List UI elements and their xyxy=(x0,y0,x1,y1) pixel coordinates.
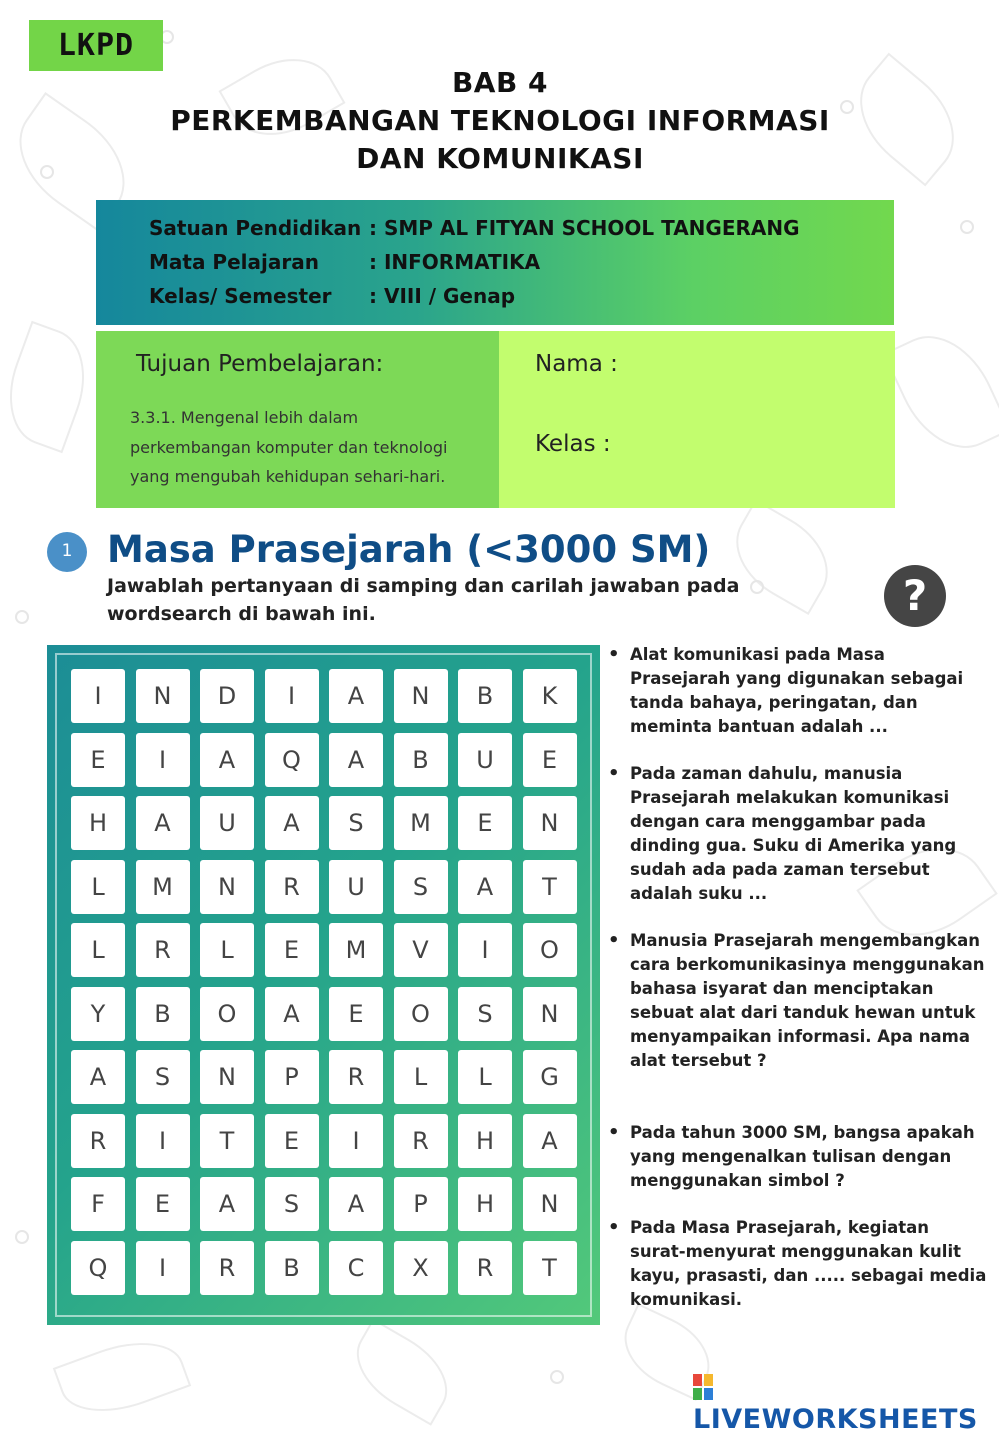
wordsearch-grid xyxy=(47,645,600,1325)
section-instruction: Jawablah pertanyaan di samping dan carilah jawaban pada wordsearch di bawah ini. xyxy=(107,575,740,625)
wordsearch-cell[interactable]: A xyxy=(265,987,319,1041)
wordsearch-cell[interactable]: N xyxy=(523,987,577,1041)
wordsearch-cell[interactable]: S xyxy=(394,860,448,914)
wordsearch-cell[interactable]: I xyxy=(458,923,512,977)
wordsearch-cell[interactable]: H xyxy=(458,1177,512,1231)
wordsearch-cell[interactable]: A xyxy=(329,669,383,723)
wordsearch-cell[interactable]: N xyxy=(136,669,190,723)
wordsearch-cell[interactable]: O xyxy=(523,923,577,977)
wordsearch-cell[interactable]: B xyxy=(265,1241,319,1295)
wordsearch-cell[interactable]: S xyxy=(329,796,383,850)
wordsearch-cell[interactable]: S xyxy=(265,1177,319,1231)
chapter-title-line2: DAN KOMUNIKASI xyxy=(356,142,644,175)
wordsearch-cell[interactable]: G xyxy=(523,1050,577,1104)
wordsearch-cell[interactable]: A xyxy=(71,1050,125,1104)
wordsearch-cell[interactable]: E xyxy=(523,733,577,787)
wordsearch-cell[interactable]: N xyxy=(200,860,254,914)
wordsearch-cell[interactable]: M xyxy=(136,860,190,914)
wordsearch-cell[interactable]: E xyxy=(71,733,125,787)
wordsearch-cell[interactable]: N xyxy=(523,1177,577,1231)
wordsearch-cell[interactable]: V xyxy=(394,923,448,977)
wordsearch-cell[interactable]: O xyxy=(394,987,448,1041)
wordsearch-cell[interactable]: R xyxy=(329,1050,383,1104)
wordsearch-cell[interactable]: S xyxy=(458,987,512,1041)
lkpd-badge: LKPD xyxy=(29,20,163,71)
wordsearch-cell[interactable]: H xyxy=(71,796,125,850)
wordsearch-cell[interactable]: T xyxy=(523,860,577,914)
wordsearch-cell[interactable]: I xyxy=(329,1114,383,1168)
wordsearch-cell[interactable]: N xyxy=(394,669,448,723)
leaf-decoration xyxy=(838,53,976,187)
liveworksheets-logo-icon xyxy=(693,1374,713,1400)
learning-objective-text: 3.3.1. Mengenal lebih dalam perkembangan komputer dan teknologi yang mengubah kehidupan sehari-hari. xyxy=(130,408,448,486)
wordsearch-cell[interactable]: P xyxy=(265,1050,319,1104)
wordsearch-cell[interactable]: B xyxy=(136,987,190,1041)
question-item: • Pada zaman dahulu, manusia Prasejarah melakukan komunikasi dengan cara menggambar pada dinding gua. Suku di Amerika yang sudah ada pada zaman tersebut adalah suku ... xyxy=(608,762,990,906)
wordsearch-cell[interactable]: U xyxy=(329,860,383,914)
wordsearch-cell[interactable]: R xyxy=(394,1114,448,1168)
wordsearch-cell[interactable]: H xyxy=(458,1114,512,1168)
wordsearch-cell[interactable]: I xyxy=(265,669,319,723)
wordsearch-cell[interactable]: X xyxy=(394,1241,448,1295)
info-label: Mata Pelajaran xyxy=(149,250,319,274)
wordsearch-cell[interactable]: A xyxy=(458,860,512,914)
info-value: : INFORMATIKA xyxy=(369,250,541,274)
question-item: • Alat komunikasi pada Masa Prasejarah yang digunakan sebagai tanda bahaya, peringatan, dan meminta bantuan adalah ... xyxy=(608,643,990,739)
class-label: Kelas : xyxy=(535,431,611,457)
info-label: Kelas/ Semester xyxy=(149,284,332,308)
liveworksheets-logo[interactable] xyxy=(693,1373,999,1435)
dot-decoration xyxy=(550,1370,564,1384)
dot-decoration xyxy=(40,165,54,179)
wordsearch-cell[interactable]: R xyxy=(136,923,190,977)
wordsearch-cell[interactable]: I xyxy=(71,669,125,723)
wordsearch-cell[interactable]: I xyxy=(136,733,190,787)
wordsearch-cell[interactable]: E xyxy=(329,987,383,1041)
wordsearch-cell[interactable]: U xyxy=(200,796,254,850)
wordsearch-cell[interactable]: B xyxy=(394,733,448,787)
wordsearch-cell[interactable]: N xyxy=(523,796,577,850)
dot-decoration xyxy=(960,220,974,234)
wordsearch-cell[interactable]: N xyxy=(200,1050,254,1104)
wordsearch-cell[interactable]: Q xyxy=(265,733,319,787)
leaf-decoration xyxy=(883,318,999,466)
wordsearch-cell[interactable]: A xyxy=(329,733,383,787)
wordsearch-cell[interactable]: I xyxy=(136,1241,190,1295)
info-label: Satuan Pendidikan xyxy=(149,216,362,240)
wordsearch-cell[interactable]: U xyxy=(458,733,512,787)
wordsearch-cell[interactable]: K xyxy=(523,669,577,723)
wordsearch-cell[interactable]: D xyxy=(200,669,254,723)
dot-decoration xyxy=(15,1230,29,1244)
wordsearch-cell[interactable]: B xyxy=(458,669,512,723)
wordsearch-cell[interactable]: A xyxy=(136,796,190,850)
wordsearch-cell[interactable]: E xyxy=(458,796,512,850)
learning-objective-title: Tujuan Pembelajaran: xyxy=(136,351,384,377)
wordsearch-cell[interactable]: R xyxy=(458,1241,512,1295)
leaf-decoration xyxy=(341,1318,463,1425)
wordsearch-cell[interactable]: P xyxy=(394,1177,448,1231)
chapter-number: BAB 4 xyxy=(451,66,549,99)
wordsearch-cell[interactable]: A xyxy=(523,1114,577,1168)
wordsearch-cell[interactable]: A xyxy=(200,1177,254,1231)
learning-objective-box xyxy=(96,331,499,508)
wordsearch-cell[interactable]: L xyxy=(394,1050,448,1104)
info-value: : VIII / Genap xyxy=(369,284,516,308)
wordsearch-cell[interactable]: M xyxy=(394,796,448,850)
question-item: • Manusia Prasejarah mengembangkan cara berkomunikasinya menggunakan bahasa isyarat dan menciptakan sebuat alat dari tanduk hewan untuk menyampaikan informasi. Apa nama alat tersebut ? xyxy=(608,929,990,1073)
liveworksheets-logo-text: LIVEWORKSHEETS xyxy=(693,1404,978,1435)
wordsearch-cell[interactable]: R xyxy=(71,1114,125,1168)
wordsearch-cell[interactable]: T xyxy=(523,1241,577,1295)
info-value: : SMP AL FITYAN SCHOOL TANGERANG xyxy=(369,216,800,240)
wordsearch-cell[interactable]: L xyxy=(200,923,254,977)
wordsearch-cell[interactable]: R xyxy=(265,860,319,914)
wordsearch-cell[interactable]: M xyxy=(329,923,383,977)
wordsearch-cell[interactable]: F xyxy=(71,1177,125,1231)
wordsearch-cell[interactable]: E xyxy=(136,1177,190,1231)
wordsearch-cell[interactable]: L xyxy=(458,1050,512,1104)
question-item: • Pada Masa Prasejarah, kegiatan surat-menyurat menggunakan kulit kayu, prasasti, dan ..... sebagai media komunikasi. xyxy=(608,1216,990,1312)
wordsearch-cell[interactable]: E xyxy=(265,923,319,977)
leaf-decoration xyxy=(0,321,101,453)
name-label: Nama : xyxy=(535,351,618,377)
wordsearch-cell[interactable]: A xyxy=(265,796,319,850)
question-item: • Pada tahun 3000 SM, bangsa apakah yang mengenalkan tulisan dengan menggunakan simbol ? xyxy=(608,1121,990,1193)
wordsearch-cell[interactable]: I xyxy=(136,1114,190,1168)
wordsearch-cell[interactable]: C xyxy=(329,1241,383,1295)
info-row-subject xyxy=(149,250,540,274)
section-title: Masa Prasejarah (<3000 SM) xyxy=(107,528,711,571)
wordsearch-cell[interactable]: A xyxy=(200,733,254,787)
wordsearch-cell[interactable]: E xyxy=(265,1114,319,1168)
wordsearch-cell[interactable]: R xyxy=(200,1241,254,1295)
school-info-box xyxy=(96,200,894,325)
wordsearch-cell[interactable]: Y xyxy=(71,987,125,1041)
info-row-school xyxy=(149,216,800,240)
wordsearch-cell[interactable]: L xyxy=(71,860,125,914)
info-row-class xyxy=(149,284,515,308)
wordsearch-cell[interactable]: T xyxy=(200,1114,254,1168)
dot-decoration xyxy=(15,610,29,624)
chapter-title-line1: PERKEMBANGAN TEKNOLOGI INFORMASI xyxy=(170,104,830,137)
wordsearch-cell[interactable]: L xyxy=(71,923,125,977)
wordsearch-cell[interactable]: Q xyxy=(71,1241,125,1295)
student-identity-box xyxy=(499,331,895,508)
question-mark-icon: ? xyxy=(884,565,946,627)
section-number-badge: 1 xyxy=(47,532,87,572)
leaf-decoration xyxy=(53,1326,191,1429)
wordsearch-cell[interactable]: O xyxy=(200,987,254,1041)
wordsearch-cell[interactable]: S xyxy=(136,1050,190,1104)
wordsearch-cell[interactable]: A xyxy=(329,1177,383,1231)
